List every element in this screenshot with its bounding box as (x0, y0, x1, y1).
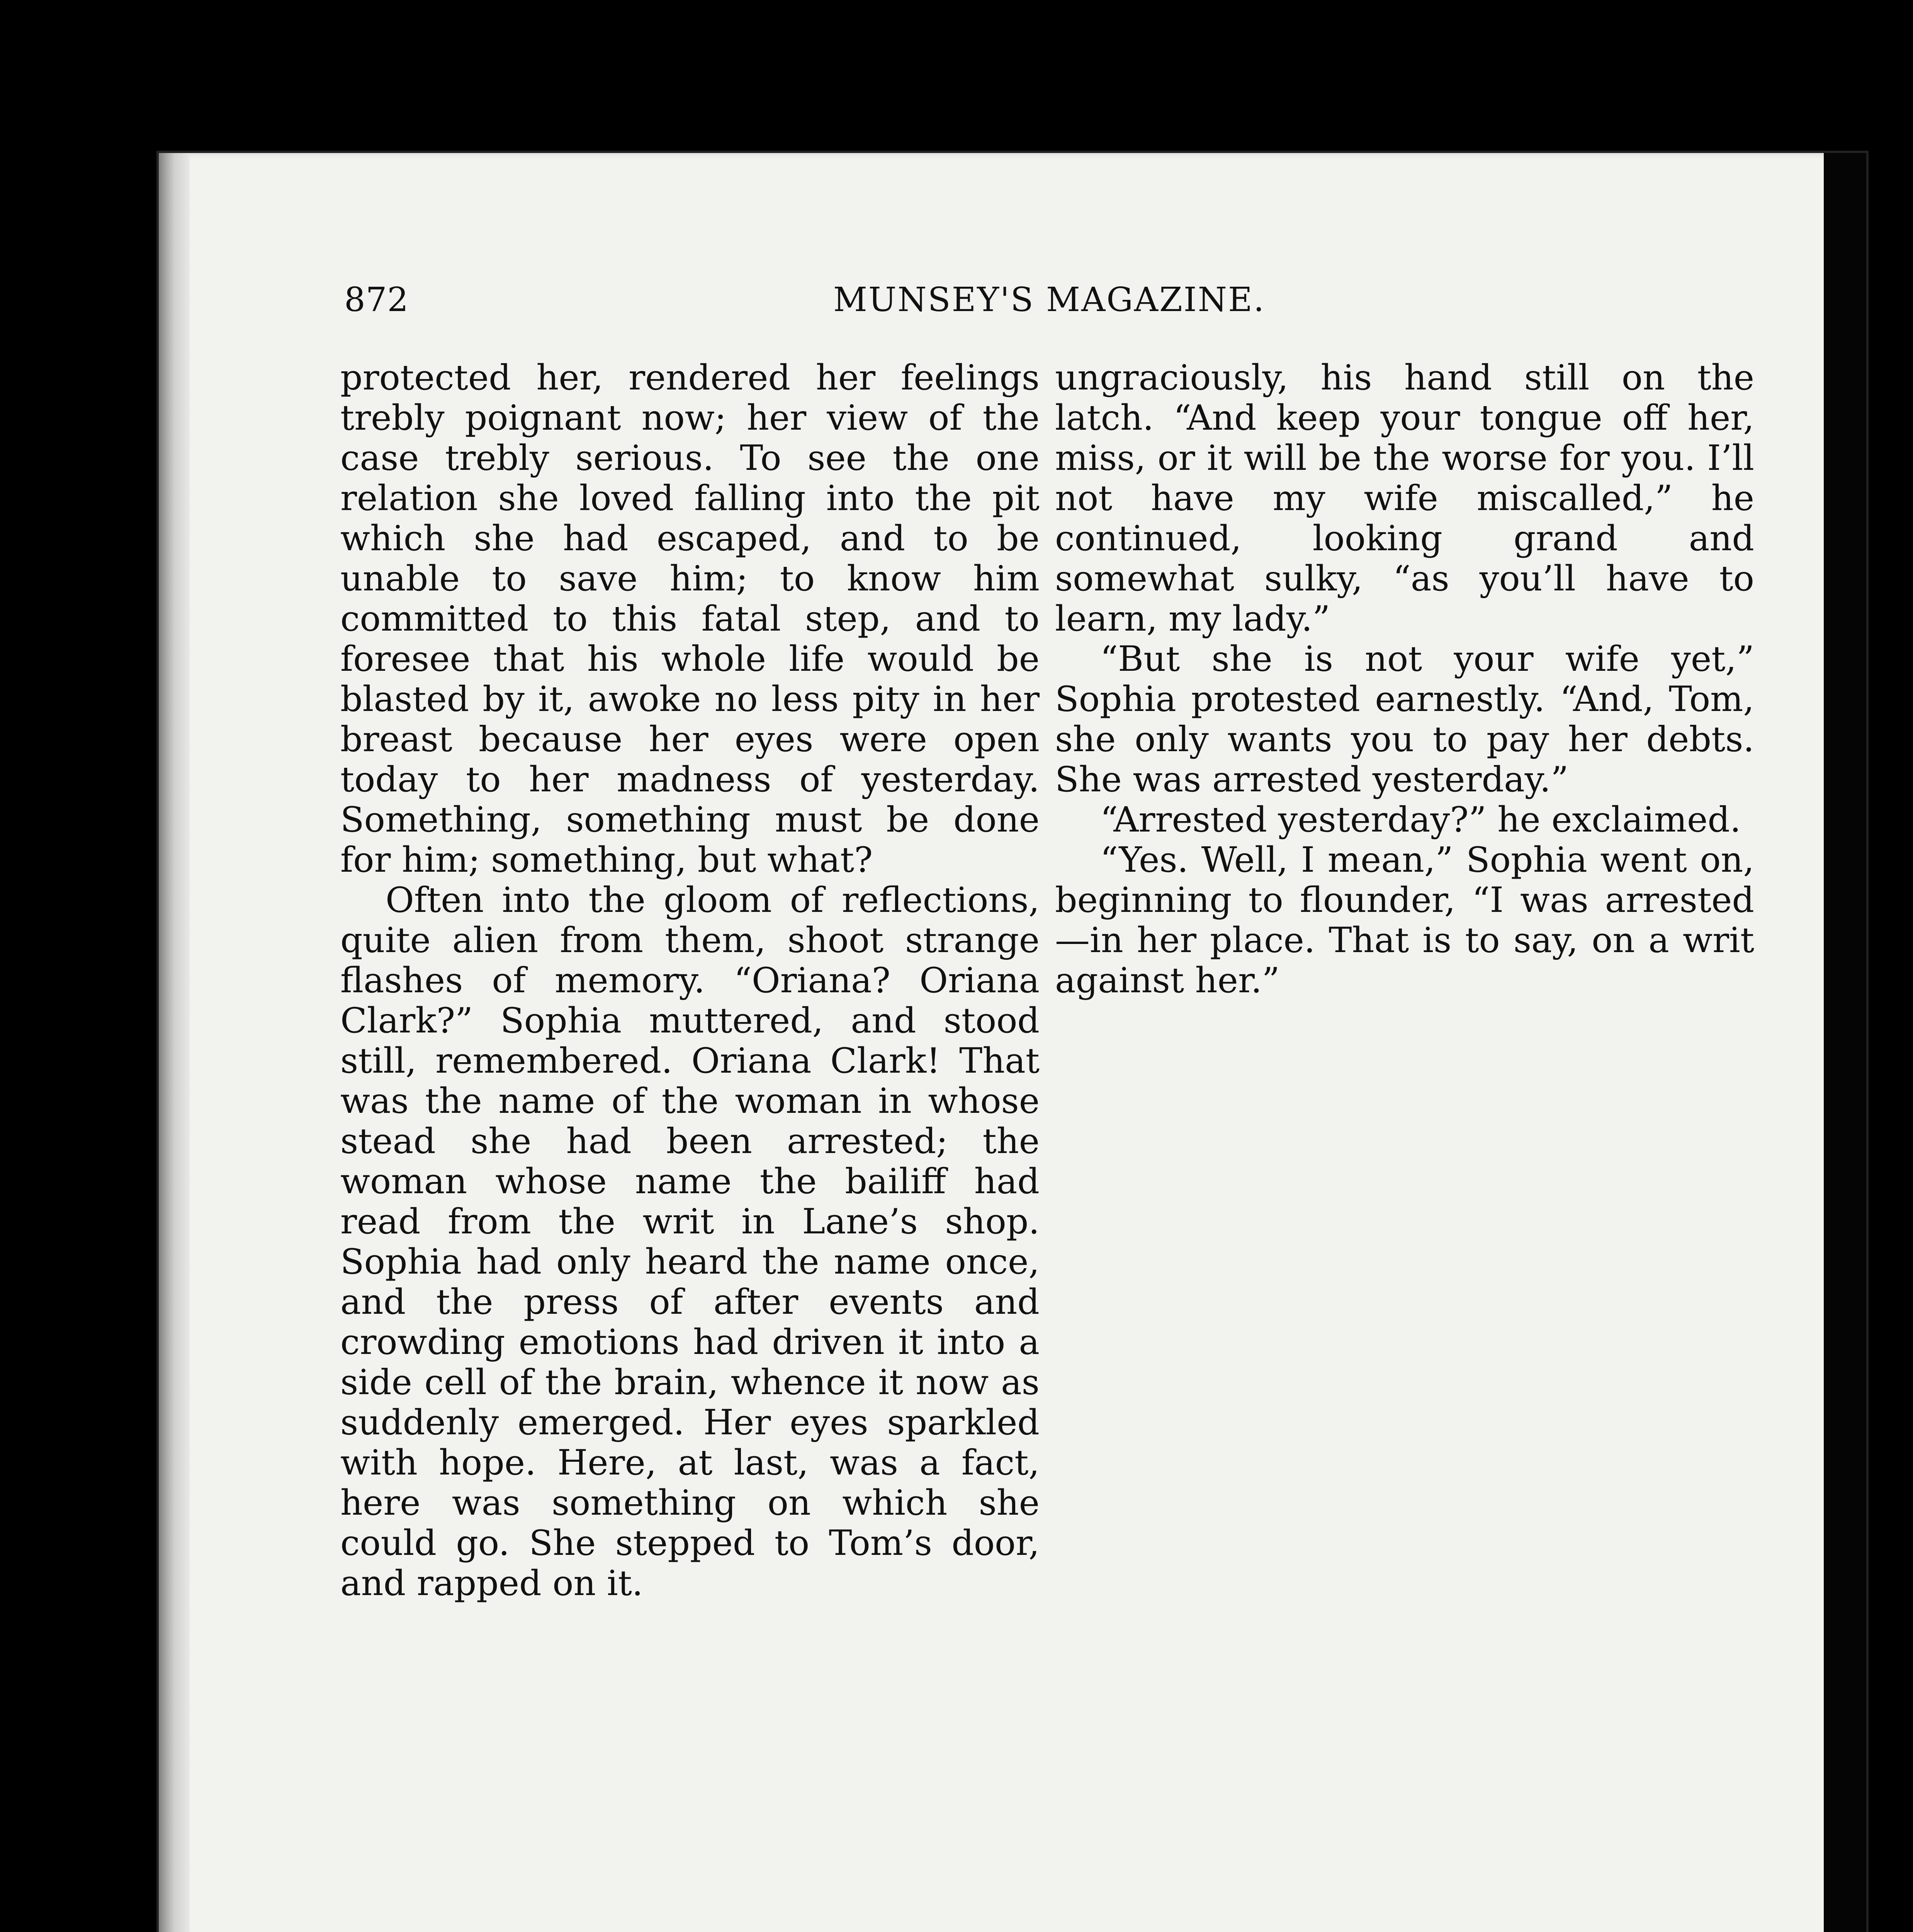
paragraph: “Yes. Well, I mean,” Sophia went on, beginning to flounder, “I was arrested —in her place. That is to say, on a writ against her.” (1055, 840, 1754, 1001)
paragraph: ungraciously, his hand still on the latch. “And keep your tongue off her, miss, or it will be the worse for you. I’ll not have my wife miscalled,” he continued, looking grand and somewhat sulky, “as you’ll have to learn, my lady.” (1055, 357, 1754, 639)
left-text-column (340, 358, 1040, 1932)
book-page (156, 151, 1869, 1932)
paragraph: protected her, rendered her feelings trebly poignant now; her view of the case trebly serious. To see the one relation she loved falling into the pit which she had escaped, and to be unable to save him; to know him committed to this fatal step, and to foresee that his whole life would be blasted by it, awoke no less pity in her breast because her eyes were open today to her madness of yesterday. Something, something must be done for him; something, but what? (340, 357, 1040, 880)
page-number: 872 (344, 281, 409, 319)
right-text-column (1055, 358, 1754, 1932)
paragraph: “But she is not your wife yet,” Sophia protested earnestly. “And, Tom, she only wants you to pay her debts. She was arrested yesterday.” (1055, 639, 1754, 800)
page-header (344, 265, 1754, 331)
running-head: MUNSEY'S MAGAZINE. (833, 281, 1266, 319)
paragraph: “Arrested yesterday?” he exclaimed. (1100, 799, 1741, 840)
spine-shadow (1824, 153, 1866, 1932)
paragraph: Often into the gloom of reflections, quite alien from them, shoot strange flashes of memory. “Oriana? Oriana Clark?” Sophia muttered, and stood still, remembered. Oriana Clark! That was the name of the woman in whose stead she had been arrested; the woman whose name the bailiff had read from the writ in Lane’s shop. Sophia had only heard the name once, and the press of after events and crowding emotions had driven it into a side cell of the brain, whence it now as suddenly emerged. Her eyes sparkled with hope. Here, at last, was a fact, here was something on which she could go. She stepped to Tom’s door, and rapped on it. (340, 880, 1040, 1604)
